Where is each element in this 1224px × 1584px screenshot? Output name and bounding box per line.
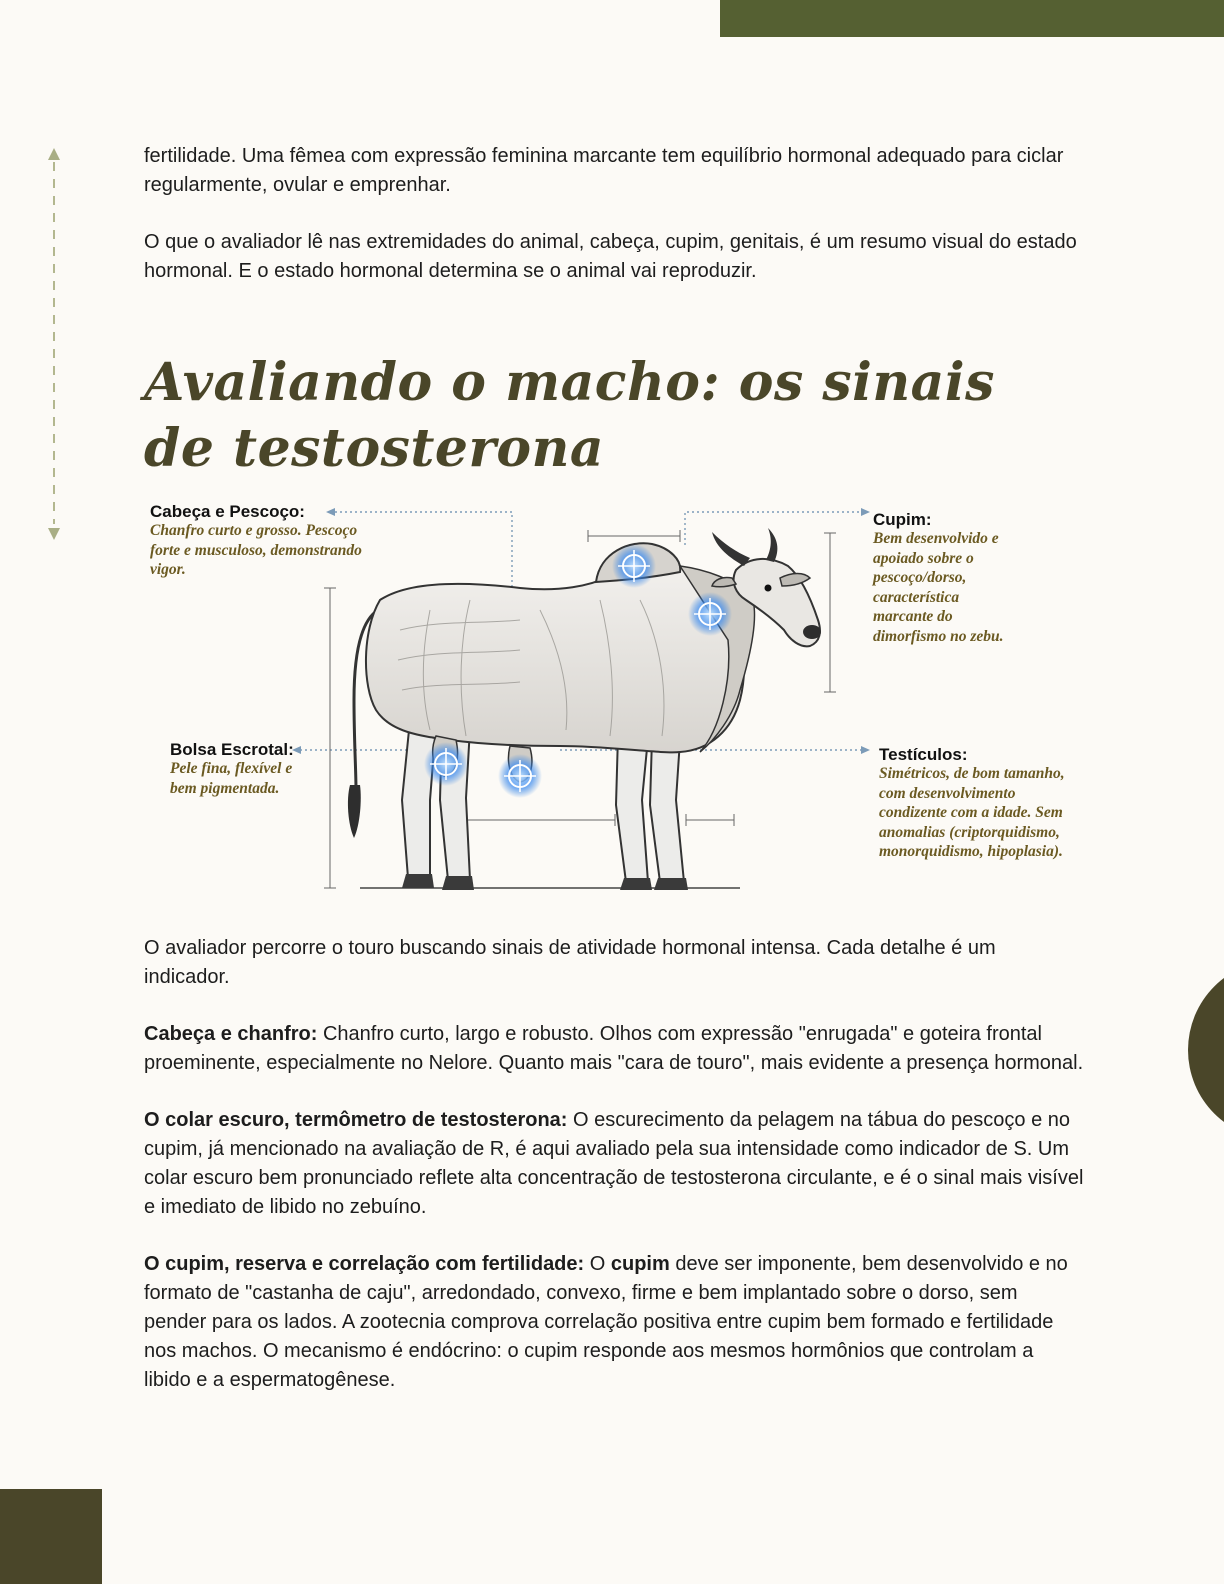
- callout-head-title: Cabeça e Pescoço:: [150, 502, 305, 521]
- body-paragraph-4-text-b: deve ser imponente, bem desenvolvido e no formato de "castanha de caju", arredondado, convexo, firme e bem implantado sobre o dorso, sem pender para os lados. A zootecnia comprova correlação positiva entre cupim bem formado e fertilidade nos machos. O mecanismo é endócrino: o cupim responde aos mesmos hormônios que controlam a libido e a espermatogênese.: [144, 1253, 1068, 1391]
- body-paragraph-3-label: O colar escuro, termômetro de testosterona:: [144, 1109, 568, 1131]
- intro-paragraph-1: fertilidade. Uma fêmea com expressão feminina marcante tem equilíbrio hormonal adequado para ciclar regularmente, ovular e emprenhar.: [144, 145, 1064, 196]
- callout-head-neck: [150, 502, 370, 580]
- body-paragraph-2-text: Chanfro curto, largo e robusto. Olhos com expressão "enrugada" e goteira frontal proeminente, especialmente no Nelore. Quanto mais "cara de touro", mais evidente a presença hormonal.: [144, 1023, 1084, 1074]
- callout-cupim-desc: Bem desenvolvido e apoiado sobre o pescoço/dorso, característica marcante do dimorfismo no zebu.: [873, 530, 1004, 645]
- body-paragraph-3-text: O escurecimento da pelagem na tábua do pescoço e no cupim, já mencionado na avaliação de R, é aqui avaliado pela sua intensidade como indicador de S. Um colar escuro bem pronunciado reflete alta concentração de testosterona circulante, e é o sinal mais visível e imediato de libido no zebuíno.: [144, 1109, 1084, 1218]
- bottom-accent-block: [0, 1489, 102, 1584]
- callout-bolsa-desc: Pele fina, flexível e bem pigmentada.: [170, 760, 293, 797]
- top-accent-bar: [720, 0, 1224, 37]
- body-paragraph-4-text-a: O: [584, 1253, 611, 1275]
- callout-testiculos: [879, 745, 1069, 862]
- callout-cupim: [873, 510, 1023, 646]
- body-paragraph-4: [144, 1250, 1084, 1395]
- section-title: Avaliando o macho: os sinais de testosterona: [144, 352, 995, 479]
- callout-bolsa-escrotal: [170, 740, 300, 798]
- bull-evaluation-figure: [140, 500, 1080, 930]
- target-marker-testiculos: [498, 754, 542, 798]
- scroll-arrow-icon: [44, 148, 64, 540]
- side-decor-circle: [1188, 960, 1224, 1140]
- body-paragraph-1: O avaliador percorre o touro buscando sinais de atividade hormonal intensa. Cada detalhe é um indicador.: [144, 937, 996, 988]
- body-paragraph-2: [144, 1020, 1084, 1078]
- target-marker-cupim: [612, 544, 656, 588]
- body-paragraph-3: [144, 1106, 1084, 1222]
- callout-testiculos-title: Testículos:: [879, 745, 968, 764]
- callout-cupim-title: Cupim:: [873, 510, 932, 529]
- body-text: [144, 934, 1084, 1423]
- body-paragraph-2-label: Cabeça e chanfro:: [144, 1023, 318, 1045]
- callout-head-desc: Chanfro curto e grosso. Pescoço forte e musculoso, demonstrando vigor.: [150, 522, 362, 578]
- body-paragraph-4-label: O cupim, reserva e correlação com fertilidade:: [144, 1253, 585, 1275]
- target-marker-neck: [688, 592, 732, 636]
- callout-testiculos-desc: Simétricos, de bom tamanho, com desenvolvimento condizente com a idade. Sem anomalias (criptorquidismo, monorquidismo, hipoplasia).: [879, 765, 1065, 860]
- body-paragraph-4-bold: cupim: [610, 1253, 670, 1275]
- target-marker-bolsa: [424, 742, 468, 786]
- callout-bolsa-title: Bolsa Escrotal:: [170, 740, 294, 759]
- intro-paragraph-2: O que o avaliador lê nas extremidades do animal, cabeça, cupim, genitais, é um resumo visual do estado hormonal. E o estado hormonal determina se o animal vai reproduzir.: [144, 231, 1077, 282]
